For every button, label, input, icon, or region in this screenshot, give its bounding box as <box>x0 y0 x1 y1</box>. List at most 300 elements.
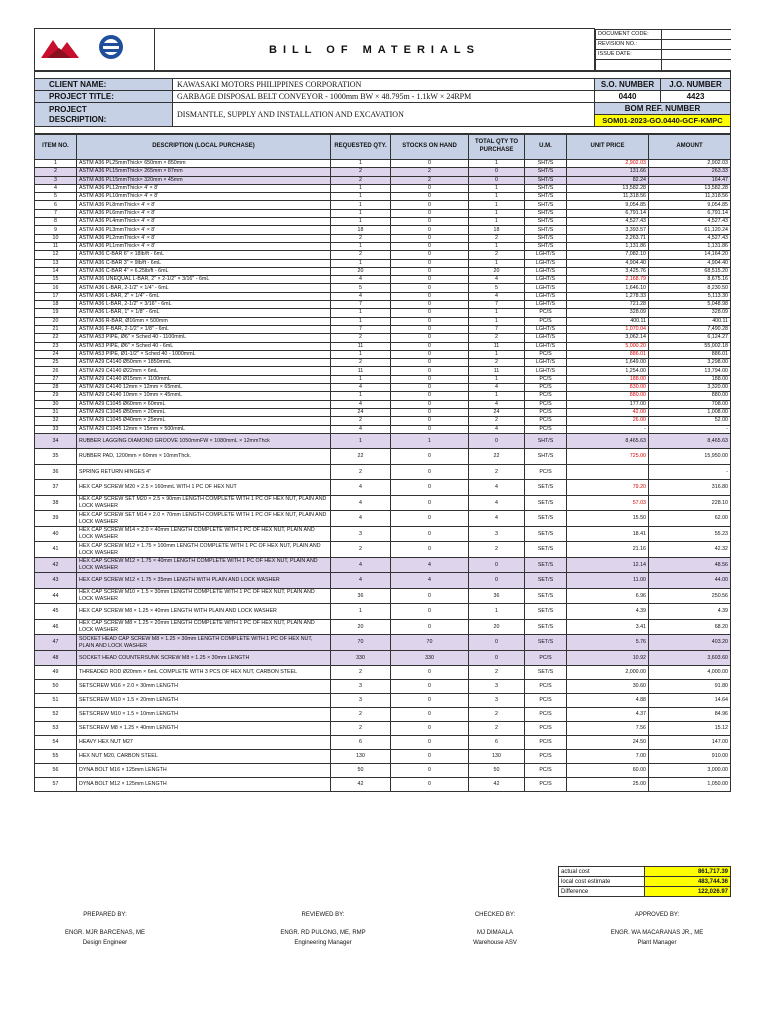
table-row <box>35 417 731 425</box>
table-row <box>35 722 731 736</box>
requested-qty-cell: 20 <box>331 267 391 275</box>
description-cell: ASTM A36 PL2mmThick× 4' × 8' <box>77 234 331 242</box>
requested-qty-cell: 6 <box>331 736 391 750</box>
description-cell: RUBBER PAD, 1200mm × 60mm × 10mmThck. <box>77 449 331 465</box>
item-no-cell: 57 <box>35 778 77 792</box>
table-row <box>35 317 731 325</box>
difference-value: 122,026.97 <box>645 887 731 897</box>
stocks-on-hand-cell: 0 <box>391 325 469 333</box>
stocks-on-hand-cell: 0 <box>391 526 469 542</box>
unit-price-cell: 15.50 <box>567 511 649 527</box>
amount-cell: 880.00 <box>649 392 731 400</box>
unit-price-cell: 1,131.86 <box>567 242 649 250</box>
item-no-cell: 10 <box>35 234 77 242</box>
item-no-cell: 13 <box>35 259 77 267</box>
bom-ref-value: SOM01-2023-GO.0440-GCF-KMPC <box>595 115 731 127</box>
unit-measure-cell: PC/S <box>525 408 567 416</box>
unit-measure-cell: PC/S <box>525 736 567 750</box>
unit-measure-cell: SET/S <box>525 495 567 511</box>
unit-measure-cell: SHT/S <box>525 184 567 192</box>
amount-cell: 886.01 <box>649 350 731 358</box>
item-no-cell: 24 <box>35 350 77 358</box>
actual-cost-label: actual cost <box>559 867 645 877</box>
amount-cell: 400.11 <box>649 317 731 325</box>
table-row <box>35 511 731 527</box>
stocks-on-hand-cell: 0 <box>391 160 469 168</box>
qty-to-purchase-cell: 1 <box>469 193 525 201</box>
unit-measure-cell: LGHT/S <box>525 334 567 342</box>
table-row <box>35 680 731 694</box>
item-no-cell: 44 <box>35 588 77 604</box>
stocks-on-hand-cell: 0 <box>391 464 469 480</box>
stocks-on-hand-cell: 0 <box>391 309 469 317</box>
amount-cell: - <box>649 425 731 433</box>
unit-measure-cell: PC/S <box>525 708 567 722</box>
qty-to-purchase-cell: 1 <box>469 317 525 325</box>
unit-measure-cell: LGHT/S <box>525 259 567 267</box>
requested-qty-cell: 3 <box>331 526 391 542</box>
stocks-on-hand-cell: 0 <box>391 367 469 375</box>
qty-to-purchase-cell: 0 <box>469 573 525 589</box>
item-no-cell: 46 <box>35 619 77 635</box>
description-cell: SETSCREW M10 × 1.5 × 20mm LENGTH <box>77 694 331 708</box>
qty-to-purchase-cell: 1 <box>469 201 525 209</box>
signature-reviewed: REVIEWED BY: ENGR. RD PULONG, ME, RMP Engineering Manager <box>280 912 366 946</box>
amount-cell: 9,054.85 <box>649 201 731 209</box>
qty-to-purchase-cell: 3 <box>469 526 525 542</box>
unit-measure-cell: LGHT/S <box>525 284 567 292</box>
qty-to-purchase-cell: 20 <box>469 267 525 275</box>
stocks-on-hand-cell: 0 <box>391 666 469 680</box>
jo-number-value: 4423 <box>661 91 731 103</box>
description-cell: ASTM A53 PIPE, Ø1-1/2" × Sched 40 - 1000mmL <box>77 350 331 358</box>
description-cell: ASTM A29 C4140 Ø22mm × 6mL <box>77 367 331 375</box>
qty-to-purchase-cell: 4 <box>469 511 525 527</box>
requested-qty-cell: 11 <box>331 342 391 350</box>
qty-to-purchase-cell: 1 <box>469 242 525 250</box>
item-no-cell: 43 <box>35 573 77 589</box>
table-row <box>35 251 731 259</box>
stocks-on-hand-cell: 0 <box>391 392 469 400</box>
amount-cell: 61,120.24 <box>649 226 731 234</box>
requested-qty-cell: 4 <box>331 425 391 433</box>
table-row <box>35 480 731 496</box>
unit-measure-cell: PC/S <box>525 309 567 317</box>
stocks-on-hand-cell: 1 <box>391 433 469 449</box>
amount-cell: 328.09 <box>649 309 731 317</box>
requested-qty-cell: 1 <box>331 184 391 192</box>
table-row <box>35 359 731 367</box>
description-cell: ASTM A36 PL4mmThick× 4' × 8' <box>77 218 331 226</box>
requested-qty-cell: 1 <box>331 604 391 620</box>
unit-measure-cell: SET/S <box>525 557 567 573</box>
table-row <box>35 694 731 708</box>
description-cell: ASTM A36 PL12mmThick× 4' × 8' <box>77 184 331 192</box>
unit-measure-cell: LGHT/S <box>525 359 567 367</box>
qty-to-purchase-cell: 1 <box>469 160 525 168</box>
stocks-on-hand-cell: 0 <box>391 722 469 736</box>
unit-measure-cell: PC/S <box>525 764 567 778</box>
stocks-on-hand-cell: 0 <box>391 400 469 408</box>
unit-measure-cell: SHT/S <box>525 176 567 184</box>
requested-qty-cell: 5 <box>331 284 391 292</box>
qty-to-purchase-cell: 2 <box>469 722 525 736</box>
unit-price-cell: 3.41 <box>567 619 649 635</box>
item-no-cell: 53 <box>35 722 77 736</box>
unit-measure-cell: SHT/S <box>525 201 567 209</box>
estimate-value: 483,744.36 <box>645 877 731 887</box>
qty-to-purchase-cell: 1 <box>469 259 525 267</box>
table-row <box>35 309 731 317</box>
amount-cell: 15,950.00 <box>649 449 731 465</box>
unit-measure-cell: PC/S <box>525 350 567 358</box>
unit-price-cell <box>567 464 649 480</box>
qty-to-purchase-cell: 24 <box>469 408 525 416</box>
project-description-label: PROJECT DESCRIPTION: <box>35 103 173 127</box>
description-cell: ASTM A36 PL3mmThick× 4' × 8' <box>77 226 331 234</box>
requested-qty-cell: 1 <box>331 317 391 325</box>
description-cell: SPRING RETURN HINGES 4" <box>77 464 331 480</box>
unit-price-cell: 12.14 <box>567 557 649 573</box>
unit-measure-cell: PC/S <box>525 680 567 694</box>
amount-cell: 13,794.00 <box>649 367 731 375</box>
unit-measure-cell: SET/S <box>525 666 567 680</box>
description-cell: ASTM A53 PIPE, Ø6" × Sched 40 - 6mL <box>77 342 331 350</box>
stocks-on-hand-cell: 0 <box>391 604 469 620</box>
amount-cell: 188.00 <box>649 375 731 383</box>
unit-price-cell: 82.24 <box>567 176 649 184</box>
description-cell: ASTM A36 L-BAR, 2" × 1/4" - 6mL <box>77 292 331 300</box>
item-no-cell: 6 <box>35 201 77 209</box>
stocks-on-hand-cell: 0 <box>391 449 469 465</box>
qty-to-purchase-cell: 0 <box>469 635 525 651</box>
unit-measure-cell: SHT/S <box>525 209 567 217</box>
requested-qty-cell: 4 <box>331 511 391 527</box>
unit-price-cell: 1,254.00 <box>567 367 649 375</box>
amount-cell: 13,582.28 <box>649 184 731 192</box>
item-no-cell: 31 <box>35 408 77 416</box>
amount-cell: 147.00 <box>649 736 731 750</box>
item-no-cell: 42 <box>35 557 77 573</box>
qty-to-purchase-cell: 3 <box>469 680 525 694</box>
actual-cost-value: 861,717.39 <box>645 867 731 877</box>
description-cell: ASTM A36 F-BAR, 2-1/2" × 1/8" - 6mL <box>77 325 331 333</box>
description-cell: ASTM A29 C1045 12mm × 15mm × 500mmL <box>77 425 331 433</box>
unit-price-cell: 5,000.20 <box>567 342 649 350</box>
doc-code-label: DOCUMENT CODE: <box>596 29 662 39</box>
amount-cell: 42.32 <box>649 542 731 558</box>
table-row <box>35 176 731 184</box>
description-cell: ASTM A36 PL10mmThick× 4' × 8' <box>77 193 331 201</box>
item-no-cell: 4 <box>35 184 77 192</box>
table-row <box>35 764 731 778</box>
item-no-cell: 21 <box>35 325 77 333</box>
table-row <box>35 708 731 722</box>
description-cell: HEX CAP SCREW SET M20 × 2.5 × 90mm LENGTH COMPLETE WITH 1 PC OF HEX NUT, PLAIN AND LOCK WASHER <box>77 495 331 511</box>
amount-cell: 4,000.00 <box>649 666 731 680</box>
description-cell: ASTM A36 C-BAR 4" × 6.25lb/ft - 6mL <box>77 267 331 275</box>
unit-price-cell: 2,263.71 <box>567 234 649 242</box>
item-no-cell: 5 <box>35 193 77 201</box>
unit-price-cell: 725.00 <box>567 449 649 465</box>
requested-qty-cell: 1 <box>331 392 391 400</box>
bom-page <box>34 28 730 792</box>
qty-to-purchase-cell: 2 <box>469 666 525 680</box>
qty-to-purchase-cell: 0 <box>469 557 525 573</box>
requested-qty-cell: 4 <box>331 292 391 300</box>
revision-label: REVISION NO.: <box>596 39 662 49</box>
unit-price-cell: 188.00 <box>567 375 649 383</box>
description-cell: ASTM A29 C1045 Ø40mm × 25mmL <box>77 417 331 425</box>
stocks-on-hand-cell: 0 <box>391 193 469 201</box>
description-cell: ASTM A36 PL25mmThick× 650mm × 850mm <box>77 160 331 168</box>
item-no-cell: 54 <box>35 736 77 750</box>
unit-measure-cell: PC/S <box>525 375 567 383</box>
unit-price-cell: 1,070.04 <box>567 325 649 333</box>
document-meta <box>595 29 731 71</box>
stocks-on-hand-cell: 0 <box>391 425 469 433</box>
item-no-cell: 17 <box>35 292 77 300</box>
signature-prepared: PREPARED BY: ENGR. MJR BARCENAS, ME Design Engineer <box>64 912 145 946</box>
item-no-cell: 16 <box>35 284 77 292</box>
revision-value[interactable] <box>662 39 731 49</box>
item-no-cell: 51 <box>35 694 77 708</box>
amount-cell: 403.20 <box>649 635 731 651</box>
amount-cell: 3,603.60 <box>649 650 731 666</box>
requested-qty-cell: 50 <box>331 764 391 778</box>
unit-price-cell: 2,902.03 <box>567 160 649 168</box>
table-row <box>35 168 731 176</box>
amount-cell: 15.12 <box>649 722 731 736</box>
description-cell: ASTM A36 L-BAR, 2-1/2" × 1/4" - 6mL <box>77 284 331 292</box>
unit-price-cell: 26.00 <box>567 417 649 425</box>
table-row <box>35 666 731 680</box>
stocks-on-hand-cell: 2 <box>391 168 469 176</box>
unit-price-cell: 8,465.63 <box>567 433 649 449</box>
unit-measure-cell: SET/S <box>525 542 567 558</box>
description-cell: ASTM A36 L-BAR, 1" × 1/8" - 6mL <box>77 309 331 317</box>
amount-cell: 91.80 <box>649 680 731 694</box>
unit-measure-cell: LGHT/S <box>525 267 567 275</box>
item-no-cell: 1 <box>35 160 77 168</box>
table-row <box>35 750 731 764</box>
description-cell: ASTM A36 L-BAR, 2-1/2" × 3/16" - 6mL <box>77 301 331 309</box>
table-row <box>35 234 731 242</box>
description-cell: DYNA BOLT M12 × 125mm LENGTH <box>77 778 331 792</box>
unit-measure-cell: PC/S <box>525 417 567 425</box>
item-no-cell: 32 <box>35 417 77 425</box>
amount-cell: 55.23 <box>649 526 731 542</box>
stocks-on-hand-cell: 0 <box>391 342 469 350</box>
stocks-on-hand-cell: 0 <box>391 495 469 511</box>
unit-price-cell: 1,646.10 <box>567 284 649 292</box>
unit-price-cell: 131.66 <box>567 168 649 176</box>
logo-icon <box>37 32 147 62</box>
stocks-on-hand-cell: 0 <box>391 317 469 325</box>
unit-measure-cell: PC/S <box>525 778 567 792</box>
requested-qty-cell: 3 <box>331 680 391 694</box>
unit-measure-cell: SHT/S <box>525 218 567 226</box>
table-row <box>35 635 731 651</box>
stocks-on-hand-cell: 2 <box>391 176 469 184</box>
amount-cell: 62.00 <box>649 511 731 527</box>
item-no-cell: 29 <box>35 392 77 400</box>
item-no-cell: 50 <box>35 680 77 694</box>
qty-to-purchase-cell: 4 <box>469 495 525 511</box>
table-row <box>35 292 731 300</box>
amount-cell: 14.64 <box>649 694 731 708</box>
amount-cell: 8,465.63 <box>649 433 731 449</box>
table-row <box>35 160 731 168</box>
table-header-row <box>35 135 731 160</box>
column-header: DESCRIPTION (LOCAL PURCHASE) <box>77 135 331 160</box>
item-no-cell: 30 <box>35 400 77 408</box>
unit-price-cell: 18.41 <box>567 526 649 542</box>
description-cell: THREADED ROD Ø20mm × 6mL COMPLETE WITH 3 PCS OF HEX NUT, CARBON STEEL <box>77 666 331 680</box>
stocks-on-hand-cell: 0 <box>391 619 469 635</box>
qty-to-purchase-cell: 2 <box>469 334 525 342</box>
table-row <box>35 218 731 226</box>
item-no-cell: 25 <box>35 359 77 367</box>
stocks-on-hand-cell: 0 <box>391 284 469 292</box>
requested-qty-cell: 2 <box>331 359 391 367</box>
description-cell: HEX CAP SCREW M14 × 2.0 × 40mm LENGTH COMPLETE WITH 1 PC OF HEX NUT, PLAIN AND LOCK WASHER <box>77 526 331 542</box>
table-row <box>35 284 731 292</box>
requested-qty-cell: 2 <box>331 542 391 558</box>
unit-price-cell: 886.01 <box>567 350 649 358</box>
table-row <box>35 201 731 209</box>
amount-cell: 4,527.43 <box>649 218 731 226</box>
requested-qty-cell: 2 <box>331 251 391 259</box>
amount-cell: 44.00 <box>649 573 731 589</box>
qty-to-purchase-cell: 1 <box>469 350 525 358</box>
unit-measure-cell: SET/S <box>525 526 567 542</box>
company-logo <box>35 29 155 71</box>
unit-price-cell: 1,278.33 <box>567 292 649 300</box>
amount-cell: 68.20 <box>649 619 731 635</box>
item-no-cell: 23 <box>35 342 77 350</box>
unit-price-cell: 721.28 <box>567 301 649 309</box>
item-no-cell: 33 <box>35 425 77 433</box>
description-cell: ASTM A29 C4140 Ø50mm × 1850mmL <box>77 359 331 367</box>
unit-measure-cell: LGHT/S <box>525 367 567 375</box>
unit-measure-cell: LGHT/S <box>525 301 567 309</box>
document-header <box>34 28 731 71</box>
stocks-on-hand-cell: 0 <box>391 736 469 750</box>
unit-measure-cell: SHT/S <box>525 226 567 234</box>
column-header: REQUESTED QTY. <box>331 135 391 160</box>
amount-cell: 316.80 <box>649 480 731 496</box>
unit-price-cell: 400.11 <box>567 317 649 325</box>
description-cell: ASTM A36 PL6mmThick× 4' × 8' <box>77 209 331 217</box>
unit-measure-cell: PC/S <box>525 694 567 708</box>
unit-price-cell: 2,168.79 <box>567 276 649 284</box>
stocks-on-hand-cell: 0 <box>391 209 469 217</box>
description-cell: ASTM A36 PL1mmThick× 4' × 8' <box>77 242 331 250</box>
qty-to-purchase-cell: 1 <box>469 604 525 620</box>
stocks-on-hand-cell: 0 <box>391 334 469 342</box>
qty-to-purchase-cell: 0 <box>469 168 525 176</box>
requested-qty-cell: 22 <box>331 449 391 465</box>
doc-code-value[interactable] <box>662 29 731 39</box>
requested-qty-cell: 4 <box>331 495 391 511</box>
table-row <box>35 573 731 589</box>
unit-measure-cell: SHT/S <box>525 160 567 168</box>
column-header: TOTAL QTY TO PURCHASE <box>469 135 525 160</box>
qty-to-purchase-cell: 7 <box>469 301 525 309</box>
requested-qty-cell: 2 <box>331 708 391 722</box>
description-cell: ASTM A29 C1045 Ø50mm × 20mmL <box>77 408 331 416</box>
stocks-on-hand-cell: 0 <box>391 764 469 778</box>
table-row <box>35 736 731 750</box>
table-row <box>35 400 731 408</box>
unit-price-cell: 328.09 <box>567 309 649 317</box>
qty-to-purchase-cell: 2 <box>469 464 525 480</box>
table-row <box>35 276 731 284</box>
qty-to-purchase-cell: 11 <box>469 342 525 350</box>
description-cell: ASTM A29 C4140 10mm × 10mm × 45mmL <box>77 392 331 400</box>
requested-qty-cell: 2 <box>331 722 391 736</box>
unit-price-cell: 10.92 <box>567 650 649 666</box>
amount-cell: 250.56 <box>649 588 731 604</box>
item-no-cell: 14 <box>35 267 77 275</box>
unit-measure-cell: PC/S <box>525 750 567 764</box>
item-no-cell: 48 <box>35 650 77 666</box>
stocks-on-hand-cell: 0 <box>391 511 469 527</box>
cost-summary <box>558 866 731 897</box>
item-no-cell: 8 <box>35 218 77 226</box>
description-cell: ASTM A29 C4140 Ø15mm × 1100mmL <box>77 375 331 383</box>
unit-price-cell: 4.37 <box>567 708 649 722</box>
table-row <box>35 619 731 635</box>
requested-qty-cell: 7 <box>331 325 391 333</box>
unit-price-cell: 13,582.28 <box>567 184 649 192</box>
signature-checked: CHECKED BY: MJ DIMAALA Warehouse ASV <box>473 912 517 946</box>
qty-to-purchase-cell: 36 <box>469 588 525 604</box>
unit-price-cell: 6.96 <box>567 588 649 604</box>
requested-qty-cell: 4 <box>331 400 391 408</box>
unit-measure-cell: SET/S <box>525 588 567 604</box>
unit-price-cell: 79.20 <box>567 480 649 496</box>
item-no-cell: 11 <box>35 242 77 250</box>
description-cell: ASTM A36 R-BAR, Ø16mm × 500mm <box>77 317 331 325</box>
amount-cell: 708.00 <box>649 400 731 408</box>
requested-qty-cell: 18 <box>331 226 391 234</box>
stocks-on-hand-cell: 0 <box>391 417 469 425</box>
stocks-on-hand-cell: 0 <box>391 384 469 392</box>
jo-number-label: J.O. NUMBER <box>661 79 731 91</box>
requested-qty-cell: 1 <box>331 309 391 317</box>
qty-to-purchase-cell: 2 <box>469 234 525 242</box>
unit-price-cell: 4,904.40 <box>567 259 649 267</box>
qty-to-purchase-cell: 2 <box>469 359 525 367</box>
unit-measure-cell: LGHT/S <box>525 276 567 284</box>
amount-cell: 1,050.00 <box>649 778 731 792</box>
amount-cell: 4.39 <box>649 604 731 620</box>
project-info <box>34 71 731 134</box>
unit-price-cell: 6,791.14 <box>567 209 649 217</box>
stocks-on-hand-cell: 0 <box>391 259 469 267</box>
qty-to-purchase-cell: 50 <box>469 764 525 778</box>
table-row <box>35 342 731 350</box>
project-description-value: DISMANTLE, SUPPLY AND INSTALLATION AND EXCAVATION <box>173 103 595 127</box>
item-no-cell: 26 <box>35 367 77 375</box>
issue-date-value[interactable] <box>662 49 731 59</box>
requested-qty-cell: 20 <box>331 619 391 635</box>
qty-to-purchase-cell: 1 <box>469 392 525 400</box>
amount-cell: 164.47 <box>649 176 731 184</box>
unit-measure-cell: PC/S <box>525 650 567 666</box>
